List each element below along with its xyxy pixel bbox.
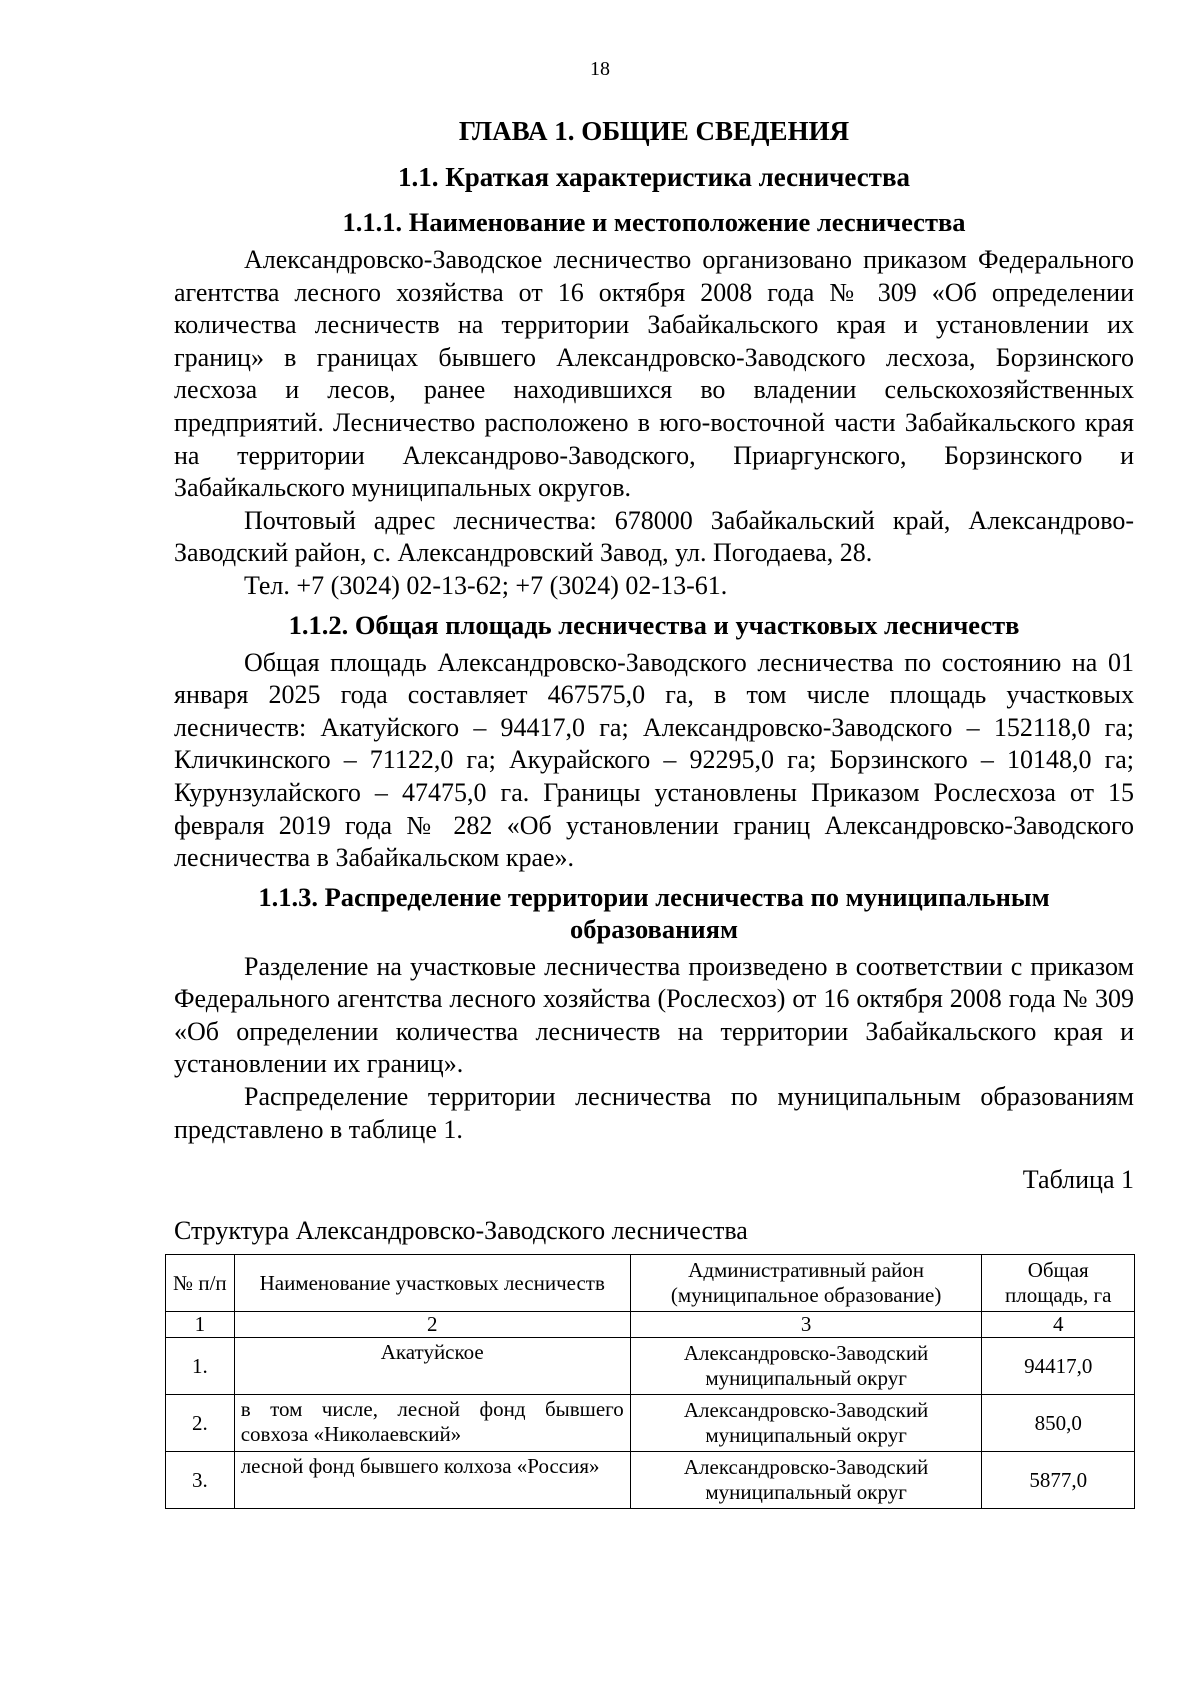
table-row	[166, 1395, 1135, 1452]
header-number: № п/п	[166, 1255, 235, 1312]
row-name: в том числе, лесной фонд бывшего совхоза «Николаевский»	[234, 1395, 630, 1452]
row-district: Александровско-Заводский муниципальный округ	[630, 1338, 982, 1395]
header-name: Наименование участковых лесничеств	[234, 1255, 630, 1312]
row-name: лесной фонд бывшего колхоза «Россия»	[234, 1452, 630, 1509]
subsection-111-paragraph-1: Александровско-Заводское лесничество организовано приказом Федерального агентства лесного хозяйства от 16 октября 2008 года № 309 «Об определении количества лесничеств на территории Забайкальского края и установлении их границ» в границах бывшего Александровско-Заводского лесхоза, Борзинского лесхоза и лесов, ранее находившихся во владении сельскохозяйственных предприятий. Лесничество расположено в юго-восточной части Забайкальского края на территории Александрово-Заводского, Приаргунского, Борзинского и Забайкальского муниципальных округов.	[174, 245, 1134, 503]
row-name: Акатуйское	[234, 1338, 630, 1395]
row-number: 2.	[166, 1395, 235, 1452]
subsection-113-paragraph-1: Разделение на участковые лесничества произведено в соответствии с приказом Федерального агентства лесного хозяйства (Рослесхоз) от 16 октября 2008 года № 309 «Об определении количества лесничеств на территории Забайкальского края и установлении их границ».	[174, 951, 1134, 1079]
row-number: 3.	[166, 1452, 235, 1509]
subsection-111-paragraph-3: Тел. +7 (3024) 02-13-62; +7 (3024) 02-13-61.	[244, 570, 728, 600]
section-title: 1.1. Краткая характеристика лесничества	[397, 162, 911, 192]
column-number-4: 4	[982, 1312, 1135, 1338]
table-header-row	[166, 1255, 1135, 1312]
subsection-111-paragraph-2: Почтовый адрес лесничества: 678000 Забайкальский край, Александрово-Заводский район, с. Александровский Завод, ул. Погодаева, 28.	[174, 505, 1134, 568]
structure-table	[165, 1254, 1135, 1509]
page-number: 18	[590, 58, 610, 80]
row-area: 5877,0	[982, 1452, 1135, 1509]
row-area: 94417,0	[982, 1338, 1135, 1395]
subsection-113-title-line-1: 1.1.3. Распределение территории лесничества по муниципальным	[258, 881, 1050, 912]
table-caption: Структура Александровско-Заводского лесничества	[174, 1216, 748, 1246]
table-number-label: Таблица 1	[1022, 1165, 1134, 1195]
subsection-113-title	[174, 881, 1134, 945]
table-column-numbers-row	[166, 1312, 1135, 1338]
header-district: Административный район (муниципальное образование)	[630, 1255, 982, 1312]
subsection-111-title: 1.1.1. Наименование и местоположение лесничества	[342, 207, 966, 237]
column-number-2: 2	[234, 1312, 630, 1338]
table-row	[166, 1452, 1135, 1509]
row-area: 850,0	[982, 1395, 1135, 1452]
column-number-3: 3	[630, 1312, 982, 1338]
page-content	[174, 108, 1134, 1509]
subsection-112-paragraph-1: Общая площадь Александровско-Заводского лесничества по состоянию на 01 января 2025 года составляет 467575,0 га, в том числе площадь участковых лесничеств: Акатуйского – 94417,0 га; Александровско-Заводского – 152118,0 га; Кличкинского – 71122,0 га; Акурайского – 92295,0 га; Борзинского – 10148,0 га; Курунзулайского – 47475,0 га. Границы установлены Приказом Рослесхоза от 15 февраля 2019 года № 282 «Об установлении границ Александровско-Заводского лесничества в Забайкальском крае».	[174, 647, 1134, 873]
table-row	[166, 1338, 1135, 1395]
row-district: Александровско-Заводский муниципальный округ	[630, 1452, 982, 1509]
row-district: Александровско-Заводский муниципальный округ	[630, 1395, 982, 1452]
subsection-113-paragraph-2: Распределение территории лесничества по муниципальным образованиям представлено в таблице 1.	[174, 1082, 1134, 1144]
header-area: Общая площадь, га	[982, 1255, 1135, 1312]
chapter-title: ГЛАВА 1. ОБЩИЕ СВЕДЕНИЯ	[458, 116, 850, 146]
column-number-1: 1	[166, 1312, 235, 1338]
subsection-113-title-line-2: образованиям	[569, 913, 739, 944]
subsection-112-title: 1.1.2. Общая площадь лесничества и участковых лесничеств	[288, 609, 1020, 640]
row-number: 1.	[166, 1338, 235, 1395]
